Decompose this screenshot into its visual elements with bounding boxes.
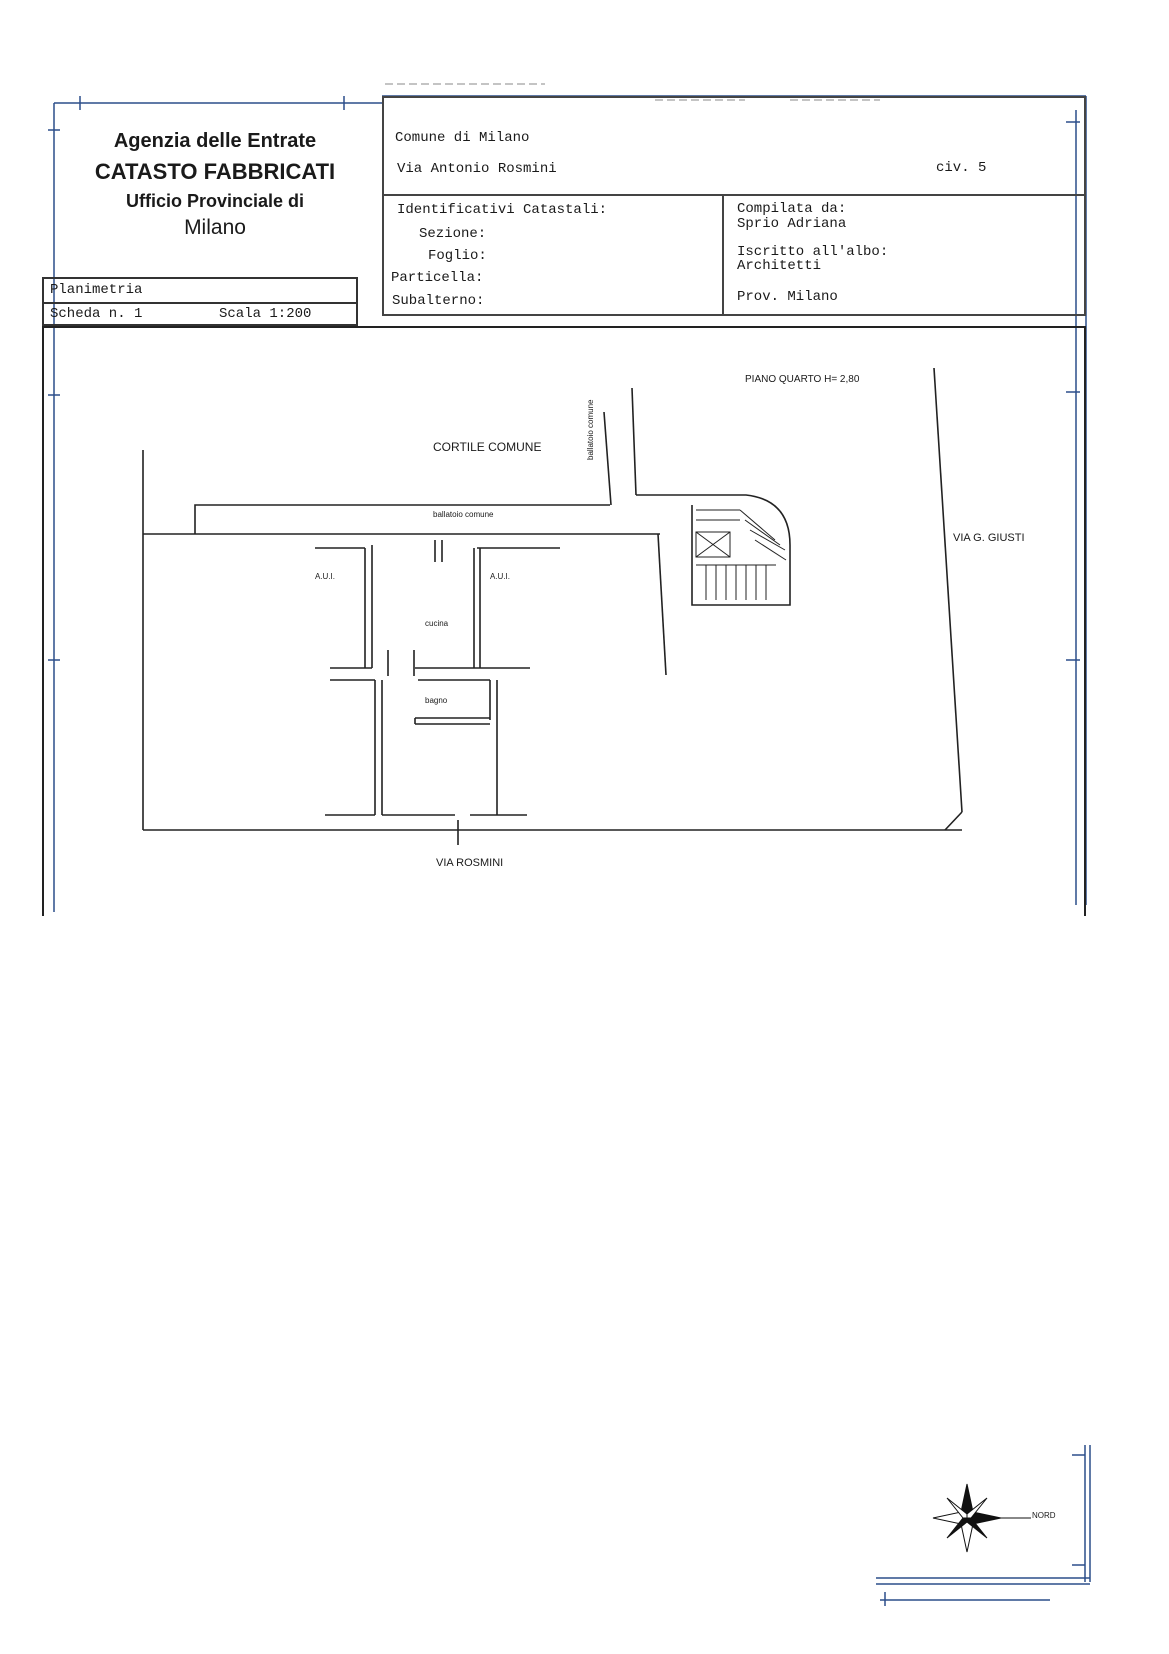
piano-label: PIANO QUARTO H= 2,80 <box>745 374 860 385</box>
agency-name: Agenzia delle Entrate <box>113 130 317 152</box>
provincia-label: Prov. Milano <box>737 289 838 305</box>
identificativi-title: Identificativi Catastali: <box>397 202 608 218</box>
compass-rose <box>933 1484 1031 1552</box>
cortile-label: CORTILE COMUNE <box>433 440 542 454</box>
iscritto-value: Architetti <box>737 258 822 274</box>
cucina-label: cucina <box>425 619 449 628</box>
comune-label: Comune di Milano <box>395 130 530 146</box>
scala-label: Scala 1:200 <box>219 306 312 322</box>
sezione-label: Sezione: <box>419 226 487 242</box>
ballatoio-vertical-label: ballatoio comune <box>586 399 595 460</box>
via-label: Via Antonio Rosmini <box>397 161 557 177</box>
civico-label: civ. 5 <box>936 160 987 176</box>
ufficio-city: Milano <box>184 216 246 239</box>
catasto-title: CATASTO FABBRICATI <box>94 159 336 184</box>
subalterno-label: Subalterno: <box>392 293 485 309</box>
ballatoio-label: ballatoio comune <box>433 510 494 519</box>
compilata-name: Sprio Adriana <box>737 216 847 232</box>
foglio-label: Foglio: <box>428 248 487 264</box>
via-rosmini-label: VIA ROSMINI <box>436 857 504 869</box>
aui-left-label: A.U.I. <box>315 572 336 581</box>
scheda-label: Scheda n. 1 <box>50 306 143 322</box>
bagno-label: bagno <box>425 696 448 705</box>
compilata-label: Compilata da: <box>737 201 847 217</box>
particella-label: Particella: <box>391 270 484 286</box>
via-giusti-label: VIA G. GIUSTI <box>953 532 1025 544</box>
ufficio-label: Ufficio Provinciale di <box>125 191 305 211</box>
aui-right-label: A.U.I. <box>490 572 511 581</box>
iscritto-label: Iscritto all'albo: <box>737 244 889 260</box>
planimetria-label: Planimetria <box>44 279 356 304</box>
north-label: NORD <box>1032 1511 1056 1520</box>
